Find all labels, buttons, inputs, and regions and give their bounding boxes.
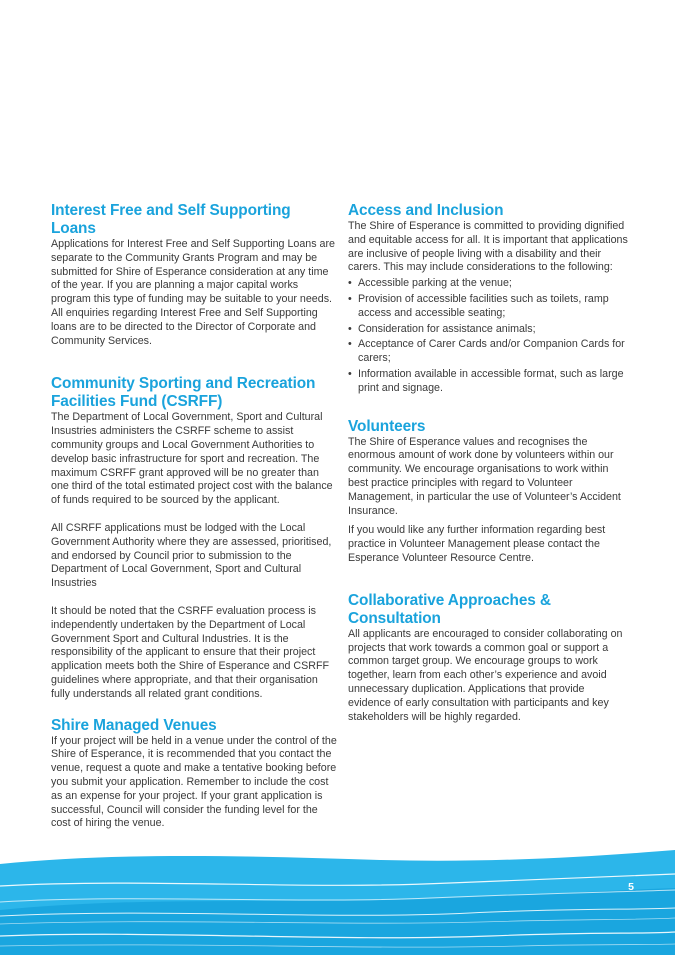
list-item: • Acceptance of Carer Cards and/or Companion Cards for carers; xyxy=(348,338,630,366)
heading-access-inclusion: Access and Inclusion xyxy=(348,202,504,219)
access-bullet-list xyxy=(348,277,630,395)
section-interest-free-loans xyxy=(51,202,339,348)
paragraph-volunteers-2: If you would like any further information regarding best practice in Volunteer Management please contact the Esperance Volunteer Resource Centre. xyxy=(348,524,606,564)
paragraph-interest-free-loans: Applications for Interest Free and Self Supporting Loans are separate to the Community Grants Program and may be submitted for Shire of Esperance consideration at any time of the year. If you are planning a major capital works program this type of funding may be suitable to your needs. All enquiries regarding Interest Free and Self Supporting loans are to be directed to the Director of Corporate and Community Services. xyxy=(51,238,335,347)
list-item: • Accessible parking at the venue; xyxy=(348,277,630,291)
list-item: • Provision of accessible facilities such as toilets, ramp access and accessible seating; xyxy=(348,293,630,321)
section-access-inclusion xyxy=(348,202,630,396)
list-item: • Consideration for assistance animals; xyxy=(348,323,630,337)
section-collaborative xyxy=(348,592,630,725)
footer-wave xyxy=(0,850,675,955)
list-item: • Information available in accessible format, such as large print and signage. xyxy=(348,368,630,396)
heading-volunteers: Volunteers xyxy=(348,417,426,435)
heading-csrff: Community Sporting and Recreation Facilities Fund (CSRFF) xyxy=(51,375,316,411)
page-number: 5 xyxy=(628,881,634,893)
right-column xyxy=(348,202,630,739)
paragraph-access-inclusion: The Shire of Esperance is committed to providing dignified and equitable access for all. It is important that applications are inclusive of people living with a disability and their carers. This may include considerations to the following: xyxy=(348,220,628,274)
section-volunteers xyxy=(348,418,630,566)
paragraph-collaborative: All applicants are encouraged to consider collaborating on projects that work towards a common goal or support a common target group. We encourage groups to work together, learn from each other’s experience and avoid unnecessary duplication. Applications that provide evidence of early consultation with participants and key stakeholders will be highly regarded. xyxy=(348,627,623,723)
section-csrff xyxy=(51,375,339,701)
paragraph-csrff-3: It should be noted that the CSRFF evaluation process is independently undertaken by the Department of Local Government Sport and Cultural Industries. It is the responsibility of the applicant to ensure that their project application meets both the Shire of Esperance and CSRFF guidelines where appropriate, and that their organisation fully understands all related grant conditions. xyxy=(51,604,330,700)
heading-interest-free-loans: Interest Free and Self Supporting Loans xyxy=(51,202,291,237)
left-column xyxy=(51,202,339,846)
paragraph-csrff-1: The Department of Local Government, Sport and Cultural Insustries administers the CSRFF scheme to assist community groups and Local Government Authorities to develop basic infrastructure for sport and recreation. The maximum CSRFF grant approved will be no greater than one third of the total estimated project cost with the balance of funds required to be sourced by the applicant. xyxy=(51,411,333,507)
heading-collaborative: Collaborative Approaches & Consultation xyxy=(348,591,551,627)
section-shire-venues xyxy=(51,717,339,832)
paragraph-volunteers-1: The Shire of Esperance values and recognises the enormous amount of work done by volunteers within our community. We encourage organisations to work within best practice principles with regard to Volunteer Management, in particular the use of Volunteer’s Accident Insurance. xyxy=(348,435,621,517)
heading-shire-venues: Shire Managed Venues xyxy=(51,716,217,734)
paragraph-csrff-2: All CSRFF applications must be lodged with the Local Government Authority where they are assessed, prioritised, and endorsed by Council prior to submission to the Department of Local Government, Sport and Cultural Insustries xyxy=(51,521,332,590)
paragraph-shire-venues: If your project will be held in a venue under the control of the Shire of Esperance, it is recommended that you contact the venue, request a quote and make a tentative booking before you submit your application. Remember to include the cost as an expense for your project. If your grant application is successful, Council will consider the funding level for the cost of hiring the venue. xyxy=(51,734,337,830)
